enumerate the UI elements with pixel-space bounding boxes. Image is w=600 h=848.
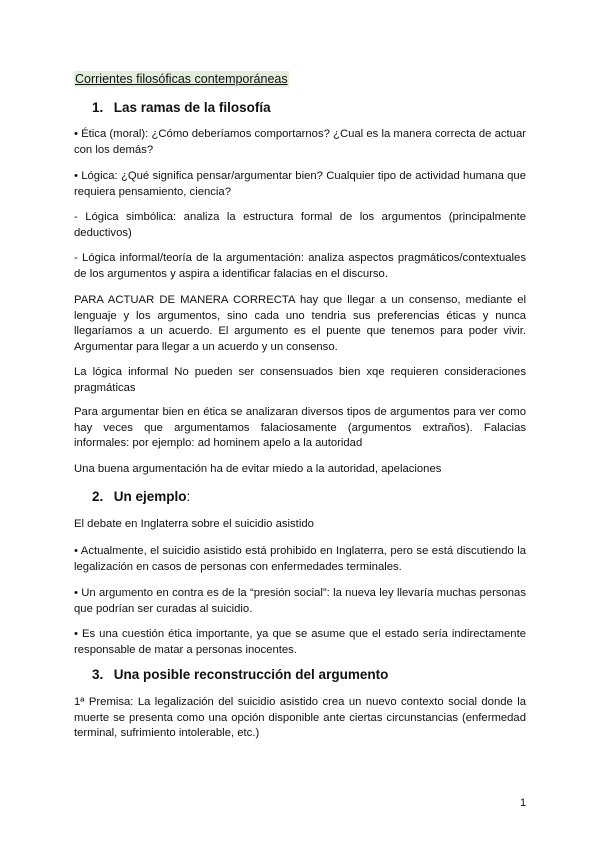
paragraph-buena-argumentacion: Una buena argumentación ha de evitar miedo a la autoridad, apelaciones xyxy=(74,463,442,475)
section-heading-2 xyxy=(92,488,190,506)
paragraph-actuar-correcta: PARA ACTUAR DE MANERA CORRECTA hay que llegar a un consenso, mediante el lenguaje y los argumentos, sino cada uno tendria sus preferencias éticas y nunca llegaríamos a un acuerdo. El argumento es el puente que tenemos para poder vivir. Argumentar para llegar a un acuerdo y un consenso. xyxy=(74,294,526,353)
section-heading-3 xyxy=(92,666,388,684)
page-number: 1 xyxy=(520,797,527,809)
section-title-1: Las ramas de la filosofía xyxy=(113,100,271,115)
document-title: Corrientes filosóficas contemporáneas xyxy=(75,72,288,86)
paragraph-etica: • Ética (moral): ¿Cómo deberíamos comportarnos? ¿Cual es la manera correcta de actuar con los demás? xyxy=(74,128,526,156)
section-number-2: 2. xyxy=(92,489,104,504)
paragraph-logica-informal: - Lógica informal/teoría de la argumentación: analiza aspectos pragmáticos/contextuales de los argumentos y aspira a identificar falacias en el discurso. xyxy=(74,252,526,280)
section-number-3: 3. xyxy=(92,667,104,682)
paragraph-cuestion-etica: • Es una cuestión ética importante, ya que se asume que el estado sería indirectamente responsable de matar a personas inocentes. xyxy=(74,628,526,656)
paragraph-primera-premisa: 1ª Premisa: La legalización del suicidio asistido crea un nuevo contexto social donde la muerte se presenta como una opción disponible ante ciertas circunstancias (enfermedad terminal, sufrimiento intolerable, etc.) xyxy=(74,696,526,739)
section-title-3: Una posible reconstrucción del argumento xyxy=(113,667,389,682)
paragraph-debate-inglaterra: El debate en Inglaterra sobre el suicidio asistido xyxy=(74,518,314,530)
section-title-2: Un ejemplo xyxy=(113,489,187,504)
paragraph-logica-informal-consenso: La lógica informal No pueden ser consensuados bien xqe requieren consideraciones pragmáticas xyxy=(74,366,526,394)
section-number-1: 1. xyxy=(92,100,104,115)
section-title-2-suffix: : xyxy=(186,489,191,504)
paragraph-presion-social: • Un argumento en contra es de la “presión social”: la nueva ley llevaría muchas personas que podrían ser curadas al suicidio. xyxy=(74,587,526,615)
paragraph-argumentar-etica: Para argumentar bien en ética se analizaran diversos tipos de argumentos para ver como hay veces que argumentamos falaciosamente (argumentos extraños). Falacias informales: por ejemplo: ad hominem apelo a la autoridad xyxy=(74,406,526,449)
paragraph-logica: • Lógica: ¿Qué significa pensar/argumentar bien? Cualquier tipo de actividad humana que requiera pensamiento, ciencia? xyxy=(74,170,526,198)
paragraph-logica-simbolica: - Lógica simbólica: analiza la estructura formal de los argumentos (principalmente deductivos) xyxy=(74,211,526,239)
paragraph-actualmente: • Actualmente, el suicidio asistido está prohibido en Inglaterra, pero se está discutiendo la legalización en casos de personas con enfermedades terminales. xyxy=(74,545,526,573)
section-heading-1 xyxy=(92,99,271,117)
